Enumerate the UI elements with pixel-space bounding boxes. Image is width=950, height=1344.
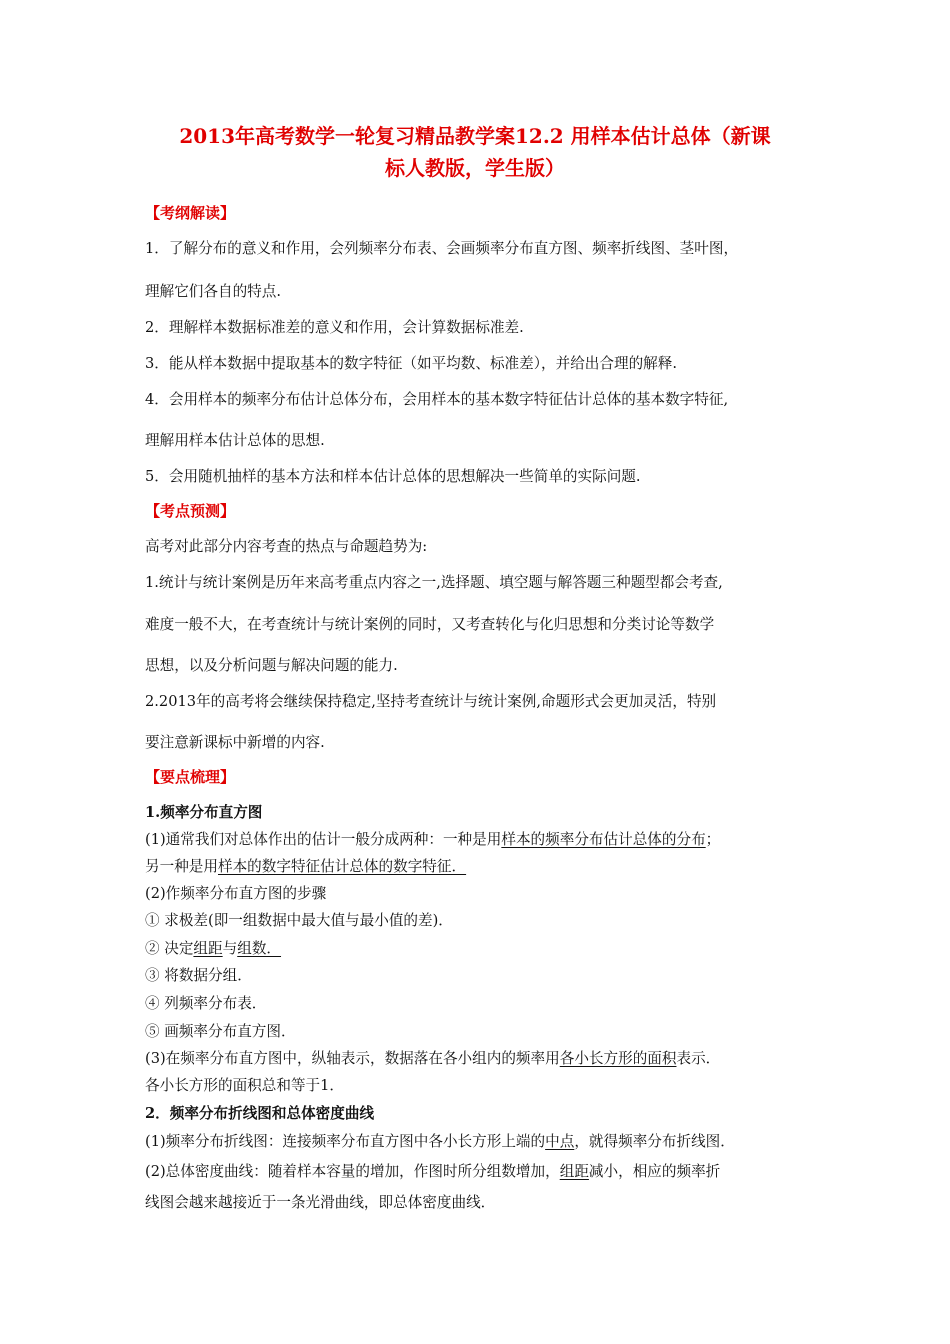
points-p3a-text: (3)在频率分布直方图中，纵轴表示，数据落在各小组内的频率用 — [145, 1050, 560, 1067]
title-line-1: 2013年高考数学一轮复习精品教学案12.2 用样本估计总体（新课 — [179, 124, 771, 148]
points-step-4: ④ 列频率分布表． — [145, 995, 267, 1012]
points-step-1: ① 求极差(即一组数据中最大值与最小值的差)． — [145, 912, 453, 929]
points-step-2-underlined-1: 组距 — [193, 940, 223, 957]
syllabus-line-4: 3．能从样本数据中提取基本的数字特征（如平均数、标准差），并给出合理的解释. — [145, 355, 678, 372]
forecast-line-3: 难度一般不大，在考查统计与统计案例的同时，又考查转化与化归思想和分类讨论等数学 — [145, 616, 715, 633]
points-p3-line-2: 各小长方形的面积总和等于1． — [145, 1077, 345, 1094]
points-step-2b: 与 — [222, 940, 238, 957]
points-q1-underlined: 中点 — [545, 1133, 575, 1150]
points-q1 — [145, 1130, 735, 1151]
title-line-2: 标人教版，学生版） — [385, 156, 565, 180]
points-p2: (2)作频率分布直方图的步骤 — [145, 885, 327, 902]
points-step-3: ③ 将数据分组． — [145, 967, 252, 984]
document-title — [120, 120, 830, 184]
forecast-line-1: 高考对此部分内容考查的热点与命题趋势为: — [145, 538, 428, 555]
points-p1b-underlined: 样本的数字特征估计总体的数字特征． — [217, 858, 467, 875]
points-p1b-text: 另一种是用 — [145, 858, 218, 875]
points-heading-1: 1.频率分布直方图 — [145, 804, 263, 821]
syllabus-line-2: 理解它们各自的特点. — [145, 283, 281, 300]
points-q2-line-2: 线图会越来越接近于一条光滑曲线，即总体密度曲线． — [145, 1194, 496, 1211]
points-p3b-text: 表示． — [676, 1050, 721, 1067]
points-q2-underlined: 组距 — [559, 1163, 589, 1180]
points-q1b-text: ，就得频率分布折线图． — [574, 1133, 735, 1150]
syllabus-line-6: 理解用样本估计总体的思想. — [145, 432, 325, 449]
points-p1-line-2 — [145, 855, 466, 876]
points-p3-underlined: 各小长方形的面积 — [559, 1050, 677, 1067]
points-p1a-end: ； — [705, 831, 721, 848]
points-step-2-underlined-2: 组数． — [237, 940, 282, 957]
points-step-2a: ② 决定 — [145, 940, 194, 957]
section-syllabus-heading: 【考纲解读】 — [145, 204, 236, 222]
forecast-line-5: 2.2013年的高考将会继续保持稳定,坚持考查统计与统计案例,命题形式会更加灵活，特别 — [145, 693, 717, 710]
points-p1-line-1 — [145, 828, 720, 849]
points-p1a-underlined: 样本的频率分布估计总体的分布 — [501, 831, 706, 848]
forecast-line-4: 思想，以及分析问题与解决问题的能力. — [145, 657, 398, 674]
syllabus-line-7: 5．会用随机抽样的基本方法和样本估计总体的思想解决一些简单的实际问题. — [145, 468, 641, 485]
syllabus-line-1: 1．了解分布的意义和作用，会列频率分布表、会画频率分布直方图、频率折线图、茎叶图， — [145, 240, 739, 257]
section-forecast-heading: 【考点预测】 — [145, 502, 236, 520]
points-p3-line-1 — [145, 1047, 720, 1068]
points-heading-2: 2．频率分布折线图和总体密度曲线 — [145, 1105, 375, 1122]
points-p1a-text: (1)通常我们对总体作出的估计一般分成两种：一种是用 — [145, 831, 502, 848]
forecast-line-2: 1.统计与统计案例是历年来高考重点内容之一,选择题、填空题与解答题三种题型都会考查, — [145, 574, 723, 591]
points-step-5: ⑤ 画频率分布直方图． — [145, 1023, 296, 1040]
syllabus-line-5: 4．会用样本的频率分布估计总体分布，会用样本的基本数字特征估计总体的基本数字特征, — [145, 391, 729, 408]
points-step-2 — [145, 937, 281, 958]
points-q1a-text: (1)频率分布折线图：连接频率分布直方图中各小长方形上端的 — [145, 1133, 546, 1150]
points-q2a-text: (2)总体密度曲线：随着样本容量的增加，作图时所分组数增加， — [145, 1163, 560, 1180]
syllabus-line-3: 2．理解样本数据标准差的意义和作用，会计算数据标准差. — [145, 319, 524, 336]
points-q2-line-1 — [145, 1160, 720, 1181]
points-q2b-text: 减小，相应的频率折 — [588, 1163, 721, 1180]
section-points-heading: 【要点梳理】 — [145, 768, 236, 786]
forecast-line-6: 要注意新课标中新增的内容. — [145, 734, 325, 751]
